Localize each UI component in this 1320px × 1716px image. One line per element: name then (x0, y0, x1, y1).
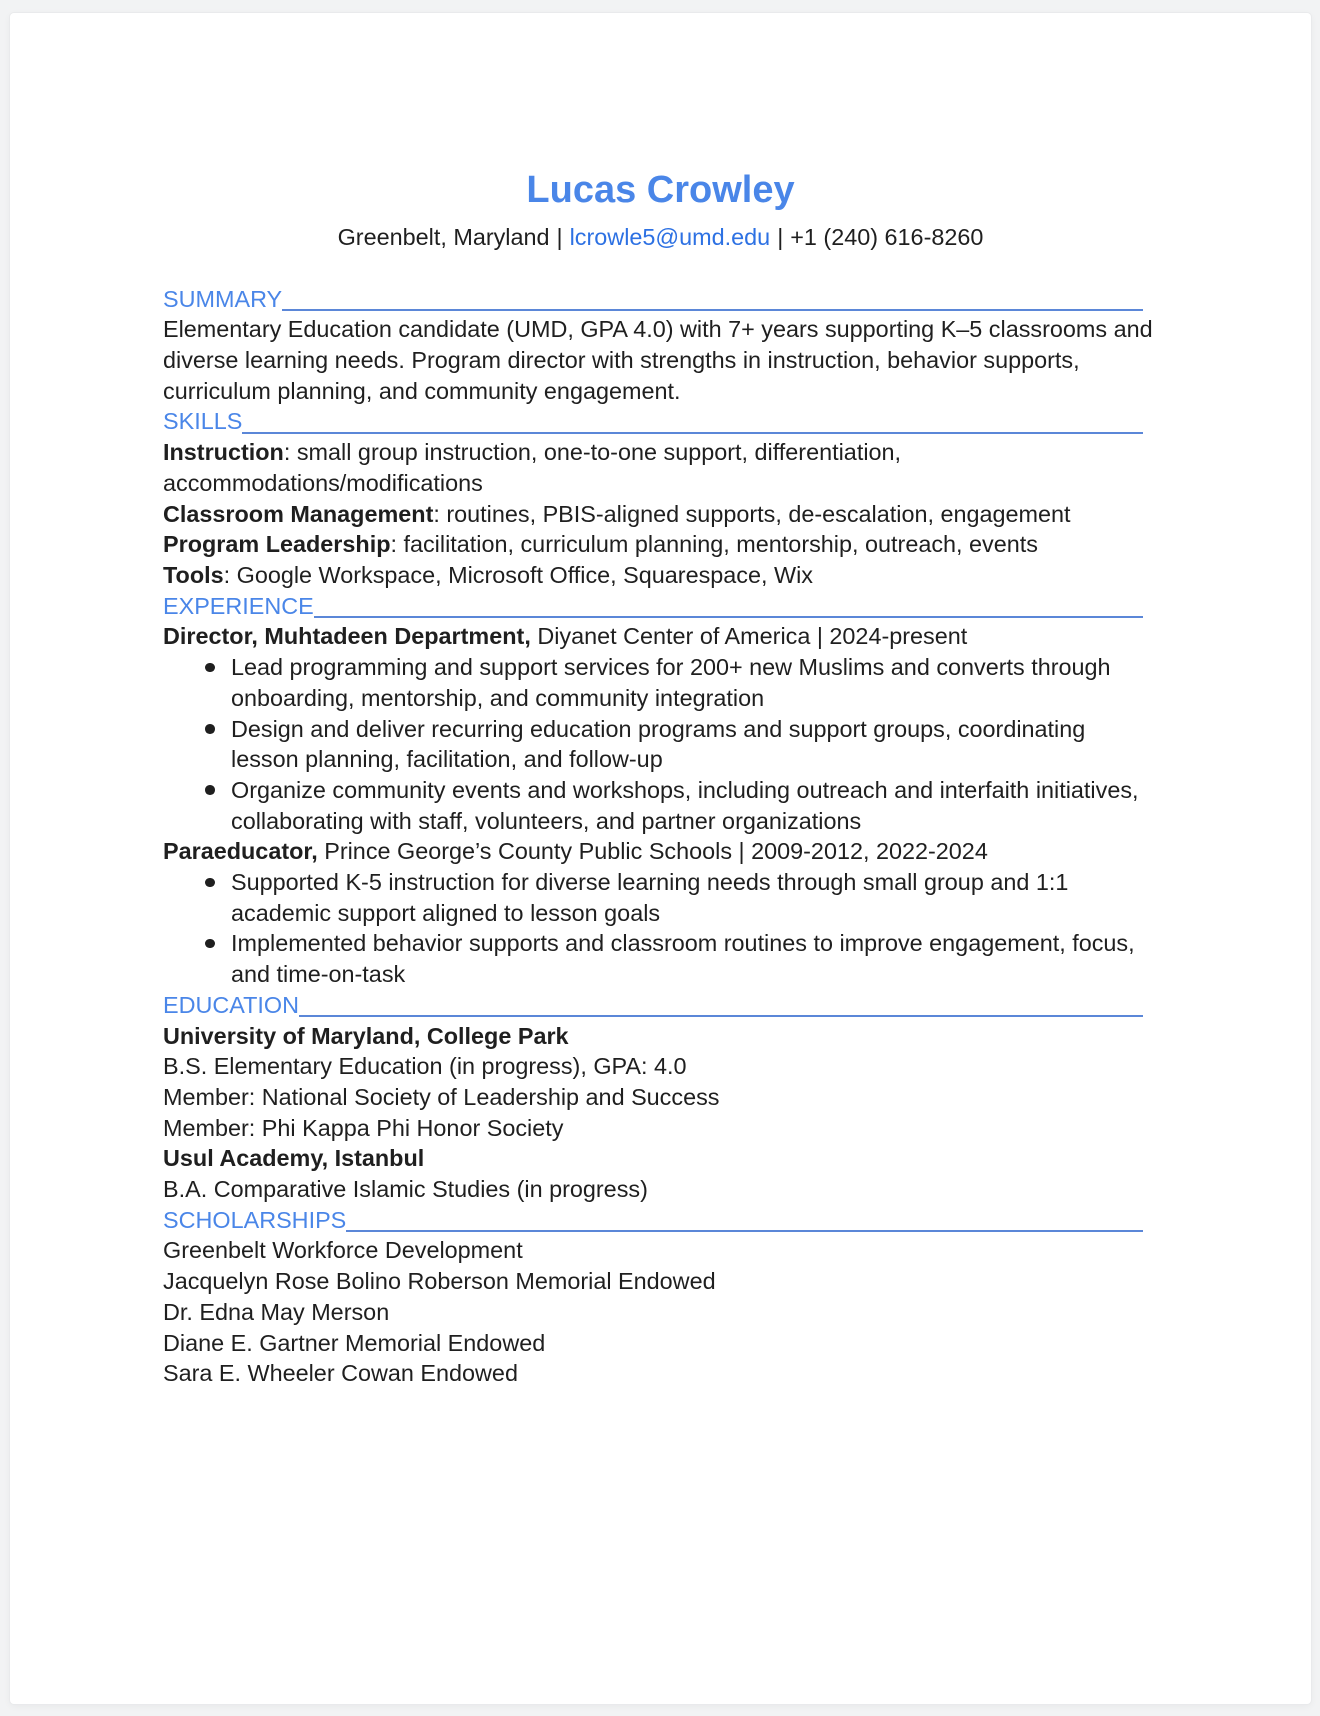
skill-item (163, 529, 1158, 560)
bullet-text: Design and deliver recurring education programs and support groups, coordinating (231, 715, 1086, 742)
job-bullet-continuation: and time-on-task (231, 961, 406, 988)
scholarship-item: Jacquelyn Rose Bolino Roberson Memorial Endowed (163, 1268, 716, 1295)
skill-label: Program Leadership (163, 531, 391, 558)
section-underline (242, 432, 1143, 434)
contact-phone: +1 (240) 616-8260 (790, 224, 984, 250)
contact-separator: | (777, 224, 784, 250)
skill-item-continuation: accommodations/modifications (163, 469, 483, 496)
job-bullet-continuation: collaborating with staff, volunteers, and partner organizations (231, 807, 862, 834)
section-title-experience: EXPERIENCE (163, 592, 314, 619)
skill-item (163, 560, 1158, 591)
section-experience (163, 591, 1158, 990)
job-bullet-continuation: academic support aligned to lesson goals (231, 899, 661, 926)
section-skills (163, 407, 1158, 591)
job-bullet (163, 775, 1158, 806)
education-detail: Member: Phi Kappa Phi Honor Society (163, 1114, 564, 1141)
section-header-experience (163, 591, 1158, 622)
section-education (163, 990, 1158, 1205)
education-detail: Member: National Society of Leadership and Success (163, 1083, 720, 1110)
job-title (163, 621, 1158, 652)
scholarship-item: Greenbelt Workforce Development (163, 1237, 523, 1264)
skill-detail: : Google Workspace, Microsoft Office, Squarespace, Wix (223, 562, 813, 588)
bullet-text: Supported K-5 instruction for diverse learning needs through small group and 1:1 (231, 869, 1069, 896)
bullet-text: Lead programming and support services for 200+ new Muslims and converts through (231, 654, 1111, 681)
bullet-icon (205, 878, 215, 888)
section-title-skills: SKILLS (163, 408, 243, 435)
section-underline (314, 616, 1143, 618)
section-header-summary (163, 284, 1158, 315)
bullet-icon (205, 663, 215, 673)
job-bullet (163, 652, 1158, 683)
job-org-dates: Diyanet Center of America | 2024-present (530, 623, 968, 650)
education-school: University of Maryland, College Park (163, 1022, 569, 1049)
scholarship-item: Diane E. Gartner Memorial Endowed (163, 1329, 546, 1356)
skill-item (163, 499, 1158, 530)
contact-location: Greenbelt, Maryland (337, 224, 550, 250)
section-header-skills (163, 407, 1158, 438)
scholarship-item: Dr. Edna May Merson (163, 1298, 390, 1325)
summary-text-line: curriculum planning, and community engagement. (163, 377, 681, 404)
skill-detail: : routines, PBIS-aligned supports, de-escalation, engagement (433, 500, 1071, 527)
section-scholarships (163, 1205, 1158, 1389)
job-role: Director, Muhtadeen Department, (163, 623, 531, 650)
summary-text-line: diverse learning needs. Program director with strengths in instruction, behavior supports, (163, 347, 1080, 374)
skill-label: Instruction (163, 439, 284, 466)
section-summary (163, 284, 1158, 407)
job-bullet (163, 867, 1158, 898)
job-bullet-continuation: lesson planning, facilitation, and follow-up (231, 746, 663, 773)
education-detail: B.S. Elementary Education (in progress), GPA: 4.0 (163, 1053, 687, 1080)
section-title-summary: SUMMARY (163, 285, 283, 312)
skill-label: Tools (163, 562, 224, 588)
contact-separator: | (556, 224, 563, 250)
contact-line (163, 222, 1158, 253)
section-header-scholarships (163, 1205, 1158, 1236)
bullet-icon (205, 939, 215, 949)
job-bullet (163, 928, 1158, 959)
resume-page (10, 13, 1311, 1704)
bullet-text: Implemented behavior supports and classroom routines to improve engagement, focus, (231, 930, 1135, 957)
bullet-icon (205, 785, 215, 795)
section-title-education: EDUCATION (163, 991, 300, 1018)
section-underline (346, 1230, 1143, 1232)
education-detail: B.A. Comparative Islamic Studies (in progress) (163, 1176, 648, 1203)
section-underline (282, 309, 1143, 311)
education-school: Usul Academy, Istanbul (163, 1145, 425, 1172)
scholarship-item: Sara E. Wheeler Cowan Endowed (163, 1360, 518, 1387)
job-role: Paraeducator, (163, 838, 318, 865)
email-link[interactable]: lcrowle5@umd.edu (569, 224, 771, 250)
section-underline (299, 1015, 1143, 1017)
skill-item (163, 437, 1158, 468)
bullet-icon (205, 724, 215, 734)
job-org-dates: Prince George’s County Public Schools | 2009-2012, 2022-2024 (317, 838, 988, 865)
skill-label: Classroom Management (163, 500, 434, 527)
bullet-text: Organize community events and workshops, including outreach and interfaith initiatives, (231, 776, 1139, 803)
page-title: Lucas Crowley (526, 169, 795, 211)
section-title-scholarships: SCHOLARSHIPS (163, 1206, 347, 1233)
skill-detail: : small group instruction, one-to-one support, differentiation, (283, 439, 902, 466)
job-bullet (163, 714, 1158, 745)
summary-text-line: Elementary Education candidate (UMD, GPA 4.0) with 7+ years supporting K–5 classrooms and (163, 316, 1153, 343)
job-bullet-continuation: onboarding, mentorship, and community integration (231, 684, 765, 711)
section-header-education (163, 990, 1158, 1021)
job-title (163, 836, 1158, 867)
skill-detail: : facilitation, curriculum planning, mentorship, outreach, events (390, 531, 1038, 558)
